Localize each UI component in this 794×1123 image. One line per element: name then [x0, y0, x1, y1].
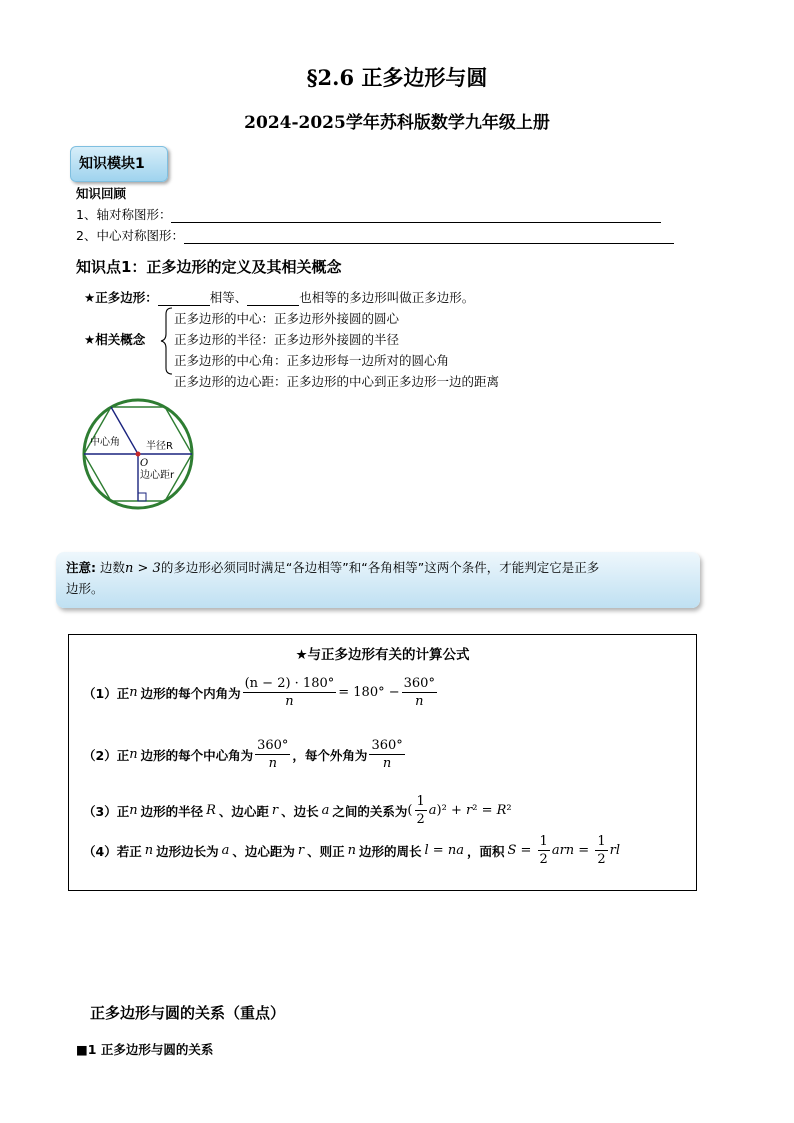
f4-half-2	[595, 833, 607, 868]
note-condition: n > 3	[125, 561, 161, 576]
formula-1	[83, 675, 439, 710]
page-title: §2.6 正多边形与圆	[306, 65, 488, 90]
review-item-2	[76, 226, 674, 244]
f4-arn: arn	[551, 843, 575, 858]
f1-fraction-1	[243, 675, 337, 710]
f3-mid3: 、边长	[281, 803, 319, 819]
f1-numerator-2: 360°	[403, 676, 435, 691]
f4-var-n: n	[144, 843, 154, 858]
f4-eq-1: =	[516, 843, 536, 858]
f2-mid: 边形的每个中心角为	[140, 747, 254, 763]
f4-var-n2: n	[347, 843, 356, 858]
page-subtitle: 2024-2025学年苏科版数学九年级上册	[244, 113, 550, 133]
f3-prefix: （3）正	[83, 803, 130, 819]
definition-part-2: 也相等的多边形叫做正多边形。	[299, 290, 475, 305]
f4-rl: rl	[609, 843, 620, 858]
f4-prefix: （4）若正	[83, 843, 142, 859]
f1-fraction-2	[402, 675, 437, 710]
concept-central-angle: 正多边形的中心角：正多边形每一边所对的圆心角	[174, 353, 450, 368]
section2-heading: 正多边形与圆的关系（重点）	[90, 1004, 286, 1022]
definition-label: ★正多边形：	[84, 290, 158, 305]
f2-prefix: （2）正	[83, 747, 130, 763]
f4-half-1	[538, 833, 550, 868]
f2-numerator-2: 360°	[371, 738, 403, 753]
f3-expr-R: R	[496, 803, 507, 818]
f3-var-a: a	[321, 803, 330, 818]
f1-denominator-1: n	[285, 694, 294, 709]
concept-center: 正多边形的中心：正多边形外接圆的圆心	[174, 311, 400, 326]
note-text-a: 边数	[99, 560, 125, 575]
f4-half-2-den: 2	[597, 852, 606, 867]
center-angle-label: 中心角	[90, 437, 120, 448]
review-item-1-label: 1、轴对称图形：	[76, 207, 172, 222]
review-item-1	[76, 205, 661, 223]
f2-fraction-2	[369, 737, 404, 772]
formula-3	[83, 793, 512, 828]
f4-mid: 边形边长为	[156, 843, 219, 859]
f3-var-r: r	[271, 803, 279, 818]
concept-list	[174, 308, 499, 392]
formula-box	[68, 634, 697, 891]
f3-open-paren: (	[407, 803, 413, 818]
f1-var-n: n	[129, 685, 138, 700]
f4-half-1-den: 2	[539, 852, 548, 867]
f4-perimeter: l = na	[424, 843, 464, 858]
f4-mid2: 、边心距为	[232, 843, 295, 859]
note-box	[56, 552, 700, 608]
definition-blank-2[interactable]	[247, 305, 299, 306]
f4-eq-2: =	[574, 843, 594, 858]
center-label: O	[140, 458, 149, 469]
formula-4	[83, 833, 620, 868]
f3-half-num: 1	[416, 794, 425, 809]
f2-denominator-1: n	[268, 756, 277, 771]
point1-heading: 知识点1：正多边形的定义及其相关概念	[76, 258, 342, 276]
center-point	[136, 452, 141, 457]
radius-label: 半径R	[146, 441, 173, 452]
answer-blank-1[interactable]	[171, 222, 661, 223]
note-text-b: 的多边形必须同时满足“各边相等”和“各角相等”这两个条件，才能判定它是正多	[160, 560, 600, 575]
f3-var-n: n	[129, 803, 138, 818]
definition-part-1: 相等、	[209, 290, 248, 305]
f4-mid4: 边形的周长	[358, 843, 422, 859]
formula-2	[83, 737, 407, 772]
f3-sq-end: ²	[506, 803, 512, 818]
f3-half-den: 2	[416, 812, 425, 827]
f3-sq-eq: ² =	[472, 803, 497, 818]
f4-area-label: ，面积	[466, 843, 505, 859]
f4-var-r: r	[297, 843, 305, 858]
f1-equals: = 180° −	[338, 685, 400, 700]
f3-mid2: 、边心距	[218, 803, 269, 819]
concept-apothem: 正多边形的边心距：正多边形的中心到正多边形一边的距离	[174, 374, 500, 389]
review-item-2-label: 2、中心对称图形：	[76, 228, 184, 243]
f3-close-paren: )² +	[436, 803, 466, 818]
f2-fraction-1	[255, 737, 290, 772]
note-text-c: 边形。	[66, 581, 104, 596]
f4-mid3: 、则正	[307, 843, 345, 859]
section2-subheading: ■1 正多边形与圆的关系	[76, 1042, 214, 1057]
f2-separator: ，每个外角为	[292, 747, 368, 763]
f3-mid: 边形的半径	[140, 803, 204, 819]
review-heading: 知识回顾	[76, 186, 127, 201]
f2-var-n: n	[129, 747, 138, 762]
f1-mid: 边形的每个内角为	[140, 685, 241, 701]
f4-half-2-num: 1	[597, 834, 606, 849]
f4-half-1-num: 1	[539, 834, 548, 849]
right-angle-mark	[138, 493, 146, 501]
hexagon-circle-figure	[78, 398, 200, 510]
formula-heading: ★与正多边形有关的计算公式	[295, 647, 470, 663]
f2-numerator-1: 360°	[257, 738, 289, 753]
f3-half-fraction	[415, 793, 427, 828]
f3-expr-r: r	[466, 803, 473, 818]
f2-denominator-2: n	[382, 756, 392, 771]
related-concepts-label: ★相关概念	[84, 332, 146, 347]
f4-area-S: S	[507, 843, 517, 858]
f4-var-a: a	[221, 843, 230, 858]
answer-blank-2[interactable]	[184, 243, 674, 244]
concept-brace	[160, 306, 174, 376]
module-tab: 知识模块1	[70, 146, 168, 182]
concept-radius: 正多边形的半径：正多边形外接圆的半径	[174, 332, 400, 347]
f1-prefix: （1）正	[83, 685, 130, 701]
f1-numerator-1: (n − 2) · 180°	[244, 676, 335, 691]
f3-expr-a: a	[428, 803, 437, 818]
note-label: 注意:	[66, 560, 96, 575]
apothem-label: 边心距r	[140, 470, 175, 481]
f1-denominator-2: n	[415, 694, 424, 709]
f3-var-R: R	[206, 803, 216, 818]
definition-line	[84, 288, 474, 306]
f3-mid4: 之间的关系为	[332, 803, 408, 819]
